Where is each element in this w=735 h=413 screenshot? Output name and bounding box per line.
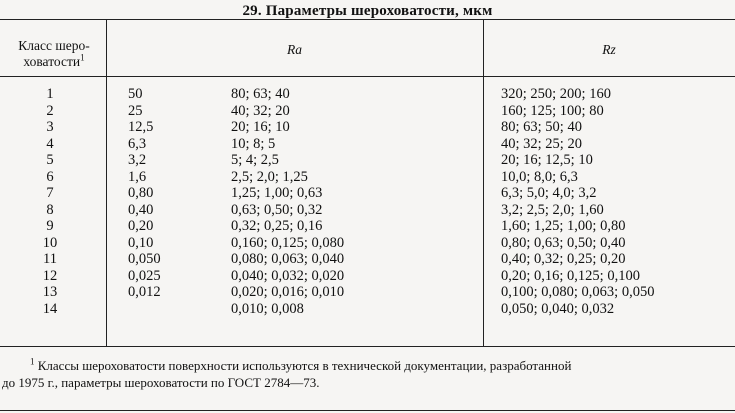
cell-ra-main: 0,012: [128, 284, 161, 300]
table-body: [0, 86, 735, 317]
cell-ra-alt: 0,63; 0,50; 0,32: [231, 201, 323, 218]
table-title: 29. Параметры шероховатости, мкм: [242, 3, 493, 19]
cell-ra-alt: 0,080; 0,063; 0,040: [231, 251, 345, 267]
table-top-rule: [0, 19, 735, 20]
header-class-line2: ховатости: [23, 54, 81, 69]
cell-ra-alt: 0,010; 0,008: [231, 300, 304, 317]
cell-ra-main: 0,20: [128, 218, 154, 234]
header-rz: Rz: [602, 42, 616, 57]
cell-class: 14: [42, 300, 58, 317]
cell-ra-alt: 10; 8; 5: [231, 135, 276, 152]
cell-rz: 0,80; 0,63; 0,50; 0,40: [501, 234, 626, 251]
table-row: [0, 119, 735, 136]
cell-class: 11: [43, 251, 57, 267]
cell-ra-main: 0,10: [128, 234, 154, 251]
cell-class: 1: [46, 86, 54, 102]
cell-ra-main: 0,80: [128, 185, 154, 201]
cell-rz: 6,3; 5,0; 4,0; 3,2: [501, 185, 597, 201]
cell-rz: 160; 125; 100; 80: [501, 102, 604, 119]
table-row: [0, 136, 735, 153]
footnote: [2, 356, 730, 391]
table-row: [0, 185, 735, 202]
cell-rz: 1,60; 1,25; 1,00; 0,80: [501, 218, 626, 234]
table-row: [0, 268, 735, 285]
cell-ra-main: 3,2: [128, 152, 147, 168]
cell-ra-main: 6,3: [128, 135, 147, 152]
cell-class: 12: [42, 267, 58, 284]
footnote-marker: 1: [30, 356, 35, 367]
cell-ra-main: 0,40: [128, 201, 154, 218]
cell-ra-alt: 0,040; 0,032; 0,020: [231, 267, 345, 284]
cell-rz: 0,40; 0,32; 0,25; 0,20: [501, 251, 626, 267]
cell-class: 6: [46, 168, 54, 185]
cell-ra-alt: 5; 4; 2,5: [231, 152, 279, 168]
table-row: [0, 218, 735, 235]
cell-class: 5: [46, 152, 54, 168]
cell-rz: 0,20; 0,16; 0,125; 0,100: [501, 267, 640, 284]
table-row: [0, 103, 735, 120]
cell-ra-alt: 0,020; 0,016; 0,010: [231, 284, 345, 300]
cell-ra-alt: 80; 63; 40: [231, 86, 290, 102]
cell-rz: 320; 250; 200; 160: [501, 86, 611, 102]
page-bottom-rule: [0, 410, 735, 411]
cell-rz: 10,0; 8,0; 6,3: [501, 168, 578, 185]
table-bottom-rule: [0, 346, 735, 347]
table-row: [0, 301, 735, 318]
cell-ra-main: 50: [128, 86, 143, 102]
cell-class: 10: [42, 234, 58, 251]
cell-ra-main: 25: [128, 102, 143, 119]
header-class-line1: Класс шеро-: [18, 38, 90, 53]
cell-ra-main: 0,050: [128, 251, 161, 267]
header-ra: Ra: [287, 42, 302, 57]
table-row: [0, 284, 735, 301]
cell-ra-alt: 2,5; 2,0; 1,25: [231, 168, 308, 185]
cell-ra-main: 0,025: [128, 267, 161, 284]
footnote-line-2: до 1975 г., параметры шероховатости по ГОСТ 2784—73.: [2, 375, 320, 390]
cell-ra-alt: 1,25; 1,00; 0,63: [231, 185, 323, 201]
table-row: [0, 152, 735, 169]
header-bottom-rule: [0, 76, 735, 77]
cell-ra-alt: 40; 32; 20: [231, 102, 290, 119]
table-row: [0, 251, 735, 268]
cell-rz: 0,050; 0,040; 0,032: [501, 300, 615, 317]
cell-class: 9: [46, 218, 54, 234]
cell-class: 13: [42, 284, 58, 300]
cell-class: 2: [46, 102, 54, 119]
table-row: [0, 235, 735, 252]
cell-ra-main: 12,5: [128, 119, 154, 135]
table-row: [0, 86, 735, 103]
cell-ra-alt: 0,32; 0,25; 0,16: [231, 218, 323, 234]
cell-ra-alt: 0,160; 0,125; 0,080: [231, 234, 345, 251]
cell-class: 3: [46, 119, 54, 135]
table-row: [0, 202, 735, 219]
cell-ra-alt: 20; 16; 10: [231, 119, 290, 135]
cell-class: 4: [46, 135, 54, 152]
cell-ra-main: 1,6: [128, 168, 147, 185]
cell-rz: 0,100; 0,080; 0,063; 0,050: [501, 284, 655, 300]
cell-rz: 3,2; 2,5; 2,0; 1,60: [501, 201, 604, 218]
cell-class: 8: [46, 201, 54, 218]
table-row: [0, 169, 735, 186]
header-class: [2, 38, 106, 70]
footnote-line-1: Классы шероховатости поверхности используются в технической документации, разработанной: [37, 358, 572, 373]
cell-rz: 40; 32; 25; 20: [501, 135, 582, 152]
cell-class: 7: [46, 185, 54, 201]
cell-rz: 80; 63; 50; 40: [501, 119, 582, 135]
cell-rz: 20; 16; 12,5; 10: [501, 152, 593, 168]
header-class-footnote-marker: 1: [80, 52, 85, 63]
